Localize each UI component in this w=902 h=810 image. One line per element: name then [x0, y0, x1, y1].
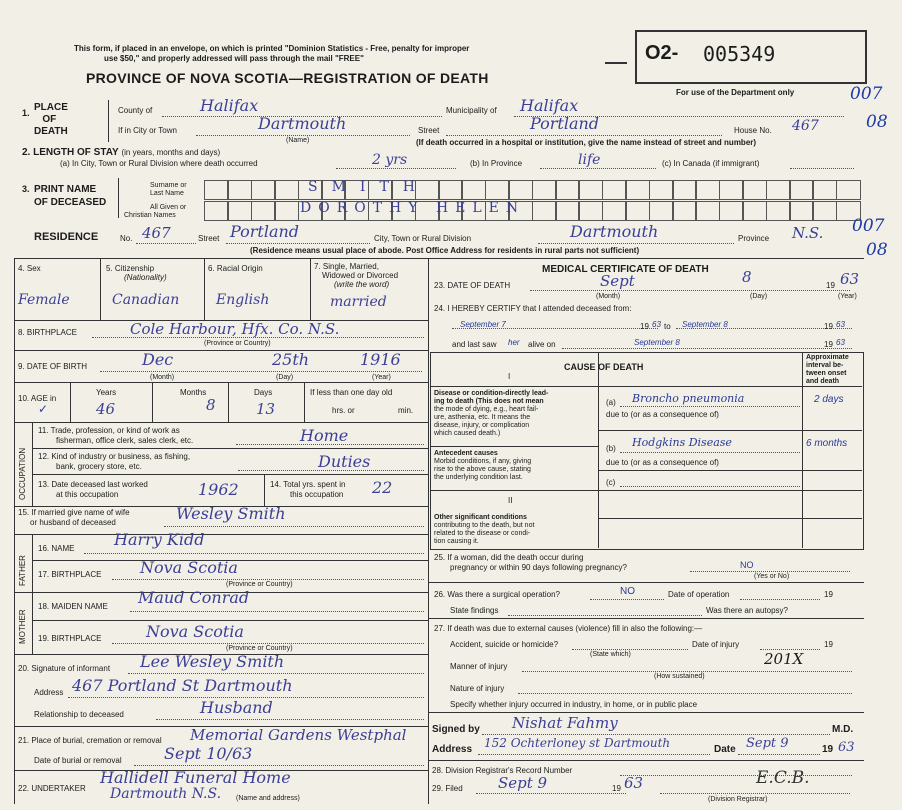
attended-to-label: to [664, 322, 671, 331]
cause-a-label: (a) [606, 398, 616, 407]
age-months-value: 8 [206, 396, 216, 414]
name-number: 3. [22, 184, 30, 194]
city-name-sub: (Name) [286, 137, 310, 144]
disease-label-1: Disease or condition-directly lead- [434, 390, 549, 397]
surname-label-2: Last Name [150, 190, 184, 197]
name-char-box [204, 180, 229, 200]
marital-value: married [330, 294, 387, 310]
mailing-notice-line1: This form, if placed in an envelope, on which is printed "Dominion Statistics - Free, penalty for improper [74, 44, 470, 53]
name-char-box [836, 180, 861, 200]
undertaker-sub: (Name and address) [236, 795, 300, 802]
q25-line1: 25. If a woman, did the death occur during [434, 553, 584, 562]
lt-hrs-label: hrs. or [332, 406, 355, 415]
name-char-box [532, 201, 557, 221]
name-char-box [602, 180, 627, 200]
dob-year: 1916 [360, 350, 401, 369]
stay-a-value: 2 yrs [372, 152, 408, 168]
dob-label: 9. DATE OF BIRTH [18, 362, 88, 371]
q29-year-prefix: 19 [612, 784, 621, 793]
cause-b-due-to: due to (or as a consequence of) [606, 458, 719, 467]
municipality-label: Municipality of [446, 106, 497, 115]
q26-year-prefix: 19 [824, 590, 833, 599]
q25-value: NO [740, 560, 754, 570]
name-char-box [204, 201, 229, 221]
street-label: Street [418, 126, 440, 135]
stay-title: LENGTH OF STAY [33, 147, 119, 158]
dob-day: 25th [272, 350, 310, 369]
attended-to: September 8 [682, 320, 728, 329]
occ14-value: 22 [372, 478, 393, 497]
interval-label-2: interval be- [806, 362, 844, 369]
date-signed-yr-prefix: 19 [822, 744, 834, 755]
county-value: Halifax [200, 96, 259, 115]
marital-label-2: Widowed or Divorced [322, 271, 399, 280]
date-signed-value: Sept 9 [746, 736, 789, 751]
mother-maiden-value: Maud Conrad [138, 588, 250, 607]
md-label: M.D. [832, 724, 854, 735]
birthplace-sub: (Province or Country) [204, 340, 271, 347]
sex-label: 4. Sex [18, 264, 41, 273]
other-label-3: related to the disease or condi- [434, 530, 531, 537]
name-char-box [695, 201, 720, 221]
name-char-box [578, 180, 603, 200]
other-label-1: Other significant conditions [434, 514, 527, 521]
date-of-death-month: Sept [600, 272, 635, 290]
q29-year: 63 [624, 774, 644, 792]
cause-a-interval: 2 days [814, 394, 844, 405]
name-char-box [766, 180, 791, 200]
name-char-box [672, 201, 697, 221]
given-names-value: DOROTHY HELEN [300, 200, 526, 216]
code-2: 08 [866, 112, 888, 132]
age-label: 10. AGE in [18, 394, 57, 403]
occ14-line1: 14. Total yrs. spent in [270, 480, 346, 489]
cause-b-interval: 6 months [806, 438, 848, 449]
lt-min-label: min. [398, 406, 414, 415]
name-char-box [719, 180, 744, 200]
certify-label: 24. I HEREBY CERTIFY that I attended deceased from: [434, 304, 632, 313]
occ13-line1: 13. Date deceased last worked [38, 480, 148, 489]
attended-to-yr-prefix: 19 [824, 322, 833, 331]
page-title: PROVINCE OF NOVA SCOTIA—REGISTRATION OF DEATH [86, 70, 489, 86]
q27-sustained: (How sustained) [654, 673, 705, 680]
mother-birthplace-sub: (Province or Country) [226, 645, 293, 652]
mailing-notice-line2: use $50," and properly addressed will pass through the mail "FREE" [104, 54, 364, 63]
burial-place-value: Memorial Gardens Westphal [190, 726, 407, 744]
alive-on-label: alive on [528, 340, 556, 349]
q27-accident-label: Accident, suicide or homicide? [450, 640, 559, 649]
disease-label-5: disease, injury, or complication [434, 422, 530, 429]
sex-value: Female [18, 292, 70, 308]
form-number-dash [605, 62, 627, 64]
citizenship-value: Canadian [112, 292, 180, 308]
residence-note: (Residence means usual place of abode. Post Office Address for residents in rural parts not sufficient) [250, 246, 640, 255]
occ11-line2: fisherman, office clerk, sales clerk, etc. [56, 436, 194, 445]
surname-value: SMITH [308, 179, 430, 195]
name-label-1: PRINT NAME [34, 184, 97, 195]
age-months-label: Months [180, 388, 207, 397]
name-char-box [602, 201, 627, 221]
disease-label-6: which caused death.) [434, 430, 501, 437]
name-char-box [695, 180, 720, 200]
father-birthplace-sub: (Province or Country) [226, 581, 293, 588]
relationship-label: Relationship to deceased [34, 710, 124, 719]
age-days-value: 13 [256, 400, 276, 418]
cause-c-label: (c) [606, 478, 616, 487]
name-char-box [649, 180, 674, 200]
form-number-box [635, 30, 867, 84]
q26-date-label: Date of operation [668, 590, 730, 599]
mother-birthplace-value: Nova Scotia [146, 622, 244, 641]
occ11-value: Home [300, 426, 349, 445]
informant-value: Lee Wesley Smith [140, 652, 285, 671]
antecedent-label-1: Antecedent causes [434, 450, 498, 457]
given-label-1: All Given or [150, 204, 187, 211]
q27-date-label: Date of injury [692, 640, 740, 649]
dob-year-sub: (Year) [372, 374, 391, 381]
q26-autopsy-label: Was there an autopsy? [706, 606, 788, 615]
name-char-box [719, 201, 744, 221]
name-char-box [789, 180, 814, 200]
occ14-line2: this occupation [290, 490, 344, 499]
q26-value: NO [620, 586, 635, 597]
name-char-box [274, 201, 299, 221]
roman-one: I [508, 372, 511, 381]
cause-a-value: Broncho pneumonia [632, 392, 745, 405]
interval-label-1: Approximate [806, 354, 849, 361]
stay-c-label: (c) In Canada (if immigrant) [662, 159, 760, 168]
father-name-label: 16. NAME [38, 544, 75, 553]
q29-value: Sept 9 [498, 774, 548, 792]
date-of-death-month-sub: (Month) [596, 293, 621, 300]
q27-specify-label: Specify whether injury occurred in industry, in home, or in public place [450, 700, 698, 709]
residence-no-value: 467 [142, 224, 171, 242]
birthplace-value: Cole Harbour, Hfx. Co. N.S. [130, 320, 340, 338]
date-of-death-day-sub: (Day) [750, 293, 768, 300]
interval-label-4: and death [806, 378, 840, 385]
county-label: County of [118, 106, 153, 115]
surname-label-1: Surname or [150, 182, 187, 189]
age-years-value: 46 [96, 400, 116, 418]
father-vertical-label: FATHER [18, 555, 27, 586]
stay-title-note: (in years, months and days) [121, 148, 221, 157]
occupation-vertical-label: OCCUPATION [18, 447, 27, 500]
alive-on-date: September 8 [634, 338, 680, 347]
name-char-box [649, 201, 674, 221]
mother-birthplace-label: 19. BIRTHPLACE [38, 634, 102, 643]
name-char-box [578, 201, 603, 221]
roman-two: II [508, 496, 513, 505]
name-char-box [508, 180, 533, 200]
marital-sub: (write the word) [334, 280, 390, 289]
municipality-value: Halifax [520, 96, 579, 115]
occ11-line1: 11. Trade, profession, or kind of work as [38, 426, 180, 435]
code-1: 007 [850, 84, 883, 104]
last-saw-her: her [508, 338, 520, 347]
residence-city-value: Dartmouth [570, 222, 659, 241]
spouse-label-1: 15. If married give name of wife [18, 508, 130, 517]
disease-label-2: ing to death (This does not mean [434, 398, 544, 405]
city-town-label: If in City or Town [118, 126, 177, 135]
stay-b-value: life [578, 152, 601, 168]
given-label-2: Christian Names [124, 212, 176, 219]
attended-from: September 7 [460, 320, 506, 329]
q28-label: 28. Division Registrar's Record Number [432, 766, 573, 775]
signed-by-label: Signed by [432, 724, 480, 735]
mother-vertical-label: MOTHER [18, 609, 27, 644]
q27-code: 201X [764, 650, 804, 668]
city-value: Dartmouth [258, 114, 347, 133]
father-birthplace-label: 17. BIRTHPLACE [38, 570, 102, 579]
name-char-box [438, 180, 463, 200]
lt-day-label: If less than one day old [310, 388, 393, 397]
residence-city-label: City, Town or Rural Division [374, 234, 472, 243]
occ13-line2: at this occupation [56, 490, 119, 499]
q27-year-prefix: 19 [824, 640, 833, 649]
relationship-value: Husband [200, 698, 273, 717]
informant-address-value: 467 Portland St Dartmouth [72, 676, 293, 695]
age-days-label: Days [254, 388, 273, 397]
stay-a-label: (a) In City, Town or Rural Division where death occurred [60, 159, 258, 168]
q27-label: 27. If death was due to external causes (violence) fill in also the following:— [434, 624, 703, 633]
q29-label: 29. Filed [432, 784, 463, 793]
date-of-death-label: 23. DATE OF DEATH [434, 281, 511, 290]
attended-from-yr-prefix: 19 [640, 322, 649, 331]
name-char-box [461, 180, 486, 200]
name-char-box [789, 201, 814, 221]
alive-on-year: 63 [836, 338, 845, 347]
occ12-line1: 12. Kind of industry or business, as fishing, [38, 452, 191, 461]
residence-street-value: Portland [230, 222, 300, 241]
place-brace [108, 100, 109, 142]
father-name-value: Harry Kidd [114, 530, 205, 549]
q25-line2: pregnancy or within 90 days following pregnancy? [450, 563, 627, 572]
name-label-2: OF DECEASED [34, 197, 107, 208]
cause-b-value: Hodgkins Disease [632, 436, 732, 449]
cause-a-due-to: due to (or as a consequence of) [606, 410, 719, 419]
name-char-box [532, 180, 557, 200]
name-char-box [227, 201, 252, 221]
date-of-death-day: 8 [742, 268, 752, 286]
undertaker-label: 22. UNDERTAKER [18, 784, 86, 793]
undertaker-value: Hallidell Funeral Home [100, 768, 291, 787]
medical-certificate-heading: MEDICAL CERTIFICATE OF DEATH [542, 264, 709, 275]
date-of-death-year-prefix: 19 [826, 281, 835, 290]
stay-b-label: (b) In Province [470, 159, 523, 168]
division-registrar-signature: E.C.B. [756, 768, 810, 788]
antecedent-label-4: the underlying condition last. [434, 474, 523, 481]
stay-label [22, 147, 220, 158]
name-char-box [274, 180, 299, 200]
residence-no-label: No. [120, 234, 133, 243]
stay-number: 2. [22, 147, 31, 158]
mother-maiden-label: 18. MAIDEN NAME [38, 602, 108, 611]
name-char-box [766, 201, 791, 221]
date-signed-label: Date [714, 744, 736, 755]
other-label-4: tion causing it. [434, 538, 479, 545]
dob-month: Dec [142, 350, 174, 369]
place-number: 1. [22, 108, 30, 118]
spouse-value: Wesley Smith [176, 504, 286, 523]
dob-day-sub: (Day) [276, 374, 294, 381]
antecedent-label-2: Morbid conditions, if any, giving [434, 458, 532, 465]
name-char-box [812, 201, 837, 221]
age-years-label: Years [96, 388, 117, 397]
place-of-death-label: PLACE OF DEATH [34, 102, 68, 137]
other-label-2: contributing to the death, but not [434, 522, 535, 529]
name-char-box [742, 180, 767, 200]
name-char-box [672, 180, 697, 200]
name-char-box [812, 180, 837, 200]
occ12-value: Duties [318, 452, 371, 471]
name-char-box [742, 201, 767, 221]
code-4: 08 [866, 240, 888, 260]
burial-place-label: 21. Place of burial, cremation or removal [18, 736, 162, 745]
name-char-box [625, 201, 650, 221]
racial-origin-label: 6. Racial Origin [208, 264, 263, 273]
birthplace-label: 8. BIRTHPLACE [18, 328, 77, 337]
division-registrar-sub: (Division Registrar) [708, 796, 768, 803]
dob-month-sub: (Month) [150, 374, 175, 381]
name-char-box [251, 180, 276, 200]
name-char-box [555, 180, 580, 200]
burial-date-value: Sept 10/63 [164, 744, 253, 763]
racial-origin-value: English [216, 292, 270, 308]
attended-from-year: 63 [652, 320, 661, 329]
alive-on-yr-prefix: 19 [824, 340, 833, 349]
informant-label: 20. Signature of informant [18, 664, 111, 673]
address-value: 152 Ochterloney st Dartmouth [484, 736, 671, 750]
cause-of-death-heading: CAUSE OF DEATH [564, 362, 644, 372]
disease-label-4: ure, asthenia, etc. It means the [434, 414, 531, 421]
undertaker-value-2: Dartmouth N.S. [110, 786, 222, 802]
hospital-note: (If death occurred in a hospital or institution, give the name instead of street and number) [416, 138, 757, 147]
signed-by-value: Nishat Fahmy [512, 714, 618, 732]
q25-sub: (Yes or No) [754, 573, 790, 580]
last-saw-label: and last saw [452, 340, 497, 349]
name-char-box [555, 201, 580, 221]
cause-b-label: (b) [606, 444, 616, 453]
name-char-box [625, 180, 650, 200]
date-of-death-year: 63 [840, 270, 860, 288]
marital-label-1: 7. Single, Married, [314, 262, 379, 271]
q26-label: 26. Was there a surgical operation? [434, 590, 560, 599]
residence-street-label: Street [198, 234, 220, 243]
spouse-label-2: or husband of deceased [30, 518, 116, 527]
q26-findings-label: State findings [450, 606, 499, 615]
date-signed-year: 63 [838, 740, 855, 755]
burial-date-label: Date of burial or removal [34, 756, 122, 765]
name-char-box [227, 180, 252, 200]
department-use-note: For use of the Department only [676, 88, 795, 97]
interval-label-3: tween onset [806, 370, 847, 377]
disease-label-3: the mode of dying, e.g., heart fail- [434, 406, 539, 413]
house-no-label: House No. [734, 126, 772, 135]
occ13-value: 1962 [198, 480, 239, 499]
form-number: O2- [645, 42, 679, 64]
occ12-line2: bank, grocery store, etc. [56, 462, 142, 471]
residence-label: RESIDENCE [34, 231, 99, 243]
q27-manner-label: Manner of injury [450, 662, 508, 671]
informant-address-label: Address [34, 688, 64, 697]
address-label: Address [432, 744, 473, 755]
citizenship-label: 5. Citizenship [106, 264, 155, 273]
father-birthplace-value: Nova Scotia [140, 558, 238, 577]
code-3: 007 [852, 216, 885, 236]
citizenship-sub: (Nationality) [124, 273, 167, 282]
q27-nature-label: Nature of injury [450, 684, 505, 693]
attended-to-year: 63 [836, 320, 845, 329]
street-value: Portland [530, 114, 600, 133]
name-char-box [251, 201, 276, 221]
antecedent-label-3: rise to the above cause, stating [434, 466, 531, 473]
age-checkmark: ✓ [38, 402, 49, 416]
q27-state-which: (State which) [590, 651, 631, 658]
serial-number: 005349 [703, 42, 776, 66]
residence-province-value: N.S. [792, 224, 824, 242]
house-no-value: 467 [792, 118, 819, 134]
residence-province-label: Province [738, 234, 770, 243]
date-of-death-year-sub: (Year) [838, 293, 857, 300]
name-char-box [485, 180, 510, 200]
